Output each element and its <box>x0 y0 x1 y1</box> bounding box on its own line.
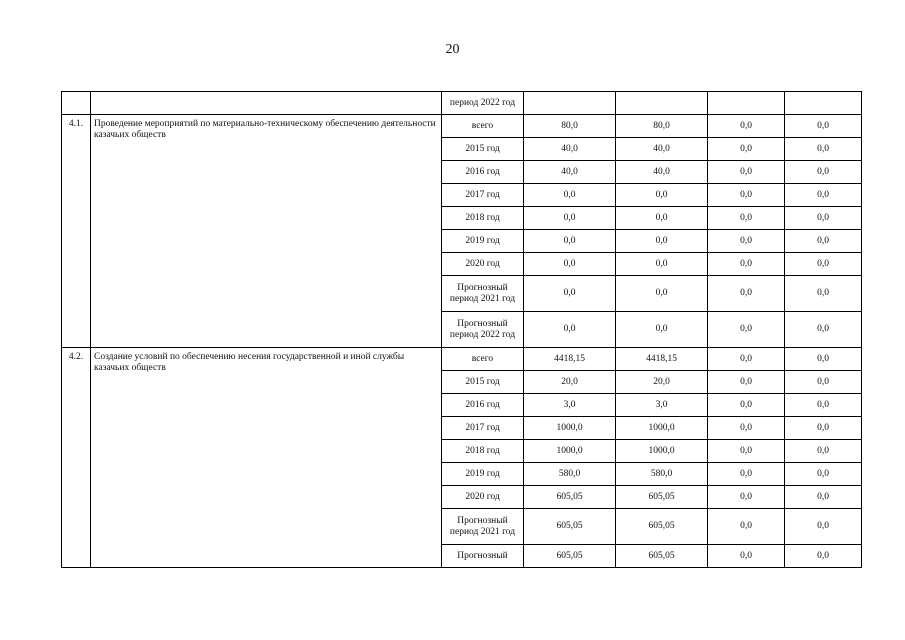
section-index: 4.2. <box>62 348 91 568</box>
value-cell-total: 80,0 <box>524 115 616 138</box>
period-cell: 2015 год <box>442 371 524 394</box>
period-cell: 2017 год <box>442 417 524 440</box>
value-cell-federal: 0,0 <box>708 463 785 486</box>
value-cell <box>616 92 708 115</box>
value-cell-other: 0,0 <box>785 394 862 417</box>
value-cell-federal: 0,0 <box>708 230 785 253</box>
period-cell: 2015 год <box>442 138 524 161</box>
value-cell-total: 0,0 <box>524 253 616 276</box>
value-cell-other: 0,0 <box>785 115 862 138</box>
funding-table <box>61 91 862 568</box>
value-cell-other: 0,0 <box>785 253 862 276</box>
value-cell-regional: 0,0 <box>616 207 708 230</box>
value-cell-other: 0,0 <box>785 184 862 207</box>
value-cell-regional: 0,0 <box>616 230 708 253</box>
value-cell-regional: 0,0 <box>616 184 708 207</box>
value-cell-total: 0,0 <box>524 230 616 253</box>
value-cell-federal: 0,0 <box>708 161 785 184</box>
period-cell: всего <box>442 348 524 371</box>
value-cell <box>708 92 785 115</box>
table-row <box>62 115 862 138</box>
value-cell-other: 0,0 <box>785 509 862 545</box>
table-row <box>62 348 862 371</box>
value-cell-federal: 0,0 <box>708 348 785 371</box>
value-cell-regional: 4418,15 <box>616 348 708 371</box>
value-cell-federal: 0,0 <box>708 115 785 138</box>
section-title: Создание условий по обеспечению несения государственной и иной службы казачьих обществ <box>91 348 442 568</box>
value-cell-total: 3,0 <box>524 394 616 417</box>
value-cell <box>785 92 862 115</box>
value-cell-regional: 605,05 <box>616 509 708 545</box>
value-cell-federal: 0,0 <box>708 138 785 161</box>
value-cell-federal: 0,0 <box>708 371 785 394</box>
value-cell-total: 580,0 <box>524 463 616 486</box>
period-cell: период 2022 год <box>442 92 524 115</box>
section-title: Проведение мероприятий по материально-техническому обеспечению деятельности казачьих обществ <box>91 115 442 348</box>
period-cell: Прогнозный период 2021 год <box>442 276 524 312</box>
period-cell: 2017 год <box>442 184 524 207</box>
value-cell-regional: 40,0 <box>616 161 708 184</box>
page-number: 20 <box>445 42 460 57</box>
period-cell: 2019 год <box>442 463 524 486</box>
period-cell: Прогнозный период 2021 год <box>442 509 524 545</box>
period-cell: Прогнозный <box>442 545 524 568</box>
value-cell-federal: 0,0 <box>708 417 785 440</box>
value-cell-federal: 0,0 <box>708 486 785 509</box>
value-cell-other: 0,0 <box>785 230 862 253</box>
period-cell: 2016 год <box>442 394 524 417</box>
value-cell-other: 0,0 <box>785 138 862 161</box>
period-cell: 2018 год <box>442 207 524 230</box>
value-cell-federal: 0,0 <box>708 312 785 348</box>
value-cell-regional: 1000,0 <box>616 440 708 463</box>
value-cell-federal: 0,0 <box>708 509 785 545</box>
value-cell-regional: 605,05 <box>616 545 708 568</box>
section-index: 4.1. <box>62 115 91 348</box>
period-cell: 2020 год <box>442 253 524 276</box>
value-cell-federal: 0,0 <box>708 253 785 276</box>
value-cell-other: 0,0 <box>785 545 862 568</box>
period-cell: всего <box>442 115 524 138</box>
value-cell-other: 0,0 <box>785 440 862 463</box>
table-row-continuation <box>62 92 862 115</box>
value-cell-federal: 0,0 <box>708 545 785 568</box>
value-cell-federal: 0,0 <box>708 276 785 312</box>
value-cell <box>524 92 616 115</box>
value-cell-other: 0,0 <box>785 161 862 184</box>
value-cell-total: 605,05 <box>524 545 616 568</box>
value-cell-regional: 580,0 <box>616 463 708 486</box>
value-cell-other: 0,0 <box>785 463 862 486</box>
value-cell-federal: 0,0 <box>708 440 785 463</box>
value-cell-regional: 605,05 <box>616 486 708 509</box>
value-cell-regional: 0,0 <box>616 276 708 312</box>
name-cell <box>91 92 442 115</box>
value-cell-other: 0,0 <box>785 348 862 371</box>
value-cell-total: 1000,0 <box>524 440 616 463</box>
value-cell-federal: 0,0 <box>708 207 785 230</box>
value-cell-other: 0,0 <box>785 371 862 394</box>
value-cell-other: 0,0 <box>785 486 862 509</box>
value-cell-total: 0,0 <box>524 312 616 348</box>
period-cell: 2020 год <box>442 486 524 509</box>
value-cell-other: 0,0 <box>785 312 862 348</box>
value-cell-total: 605,05 <box>524 486 616 509</box>
value-cell-total: 0,0 <box>524 276 616 312</box>
value-cell-other: 0,0 <box>785 417 862 440</box>
value-cell-total: 20,0 <box>524 371 616 394</box>
value-cell-regional: 80,0 <box>616 115 708 138</box>
value-cell-regional: 1000,0 <box>616 417 708 440</box>
period-cell: Прогнозный период 2022 год <box>442 312 524 348</box>
period-cell: 2016 год <box>442 161 524 184</box>
index-cell <box>62 92 91 115</box>
value-cell-regional: 0,0 <box>616 253 708 276</box>
value-cell-regional: 0,0 <box>616 312 708 348</box>
value-cell-federal: 0,0 <box>708 184 785 207</box>
value-cell-other: 0,0 <box>785 207 862 230</box>
value-cell-total: 1000,0 <box>524 417 616 440</box>
value-cell-regional: 3,0 <box>616 394 708 417</box>
period-cell: 2018 год <box>442 440 524 463</box>
value-cell-total: 4418,15 <box>524 348 616 371</box>
value-cell-regional: 40,0 <box>616 138 708 161</box>
value-cell-regional: 20,0 <box>616 371 708 394</box>
value-cell-other: 0,0 <box>785 276 862 312</box>
value-cell-total: 605,05 <box>524 509 616 545</box>
value-cell-federal: 0,0 <box>708 394 785 417</box>
value-cell-total: 40,0 <box>524 161 616 184</box>
period-cell: 2019 год <box>442 230 524 253</box>
value-cell-total: 40,0 <box>524 138 616 161</box>
value-cell-total: 0,0 <box>524 184 616 207</box>
value-cell-total: 0,0 <box>524 207 616 230</box>
